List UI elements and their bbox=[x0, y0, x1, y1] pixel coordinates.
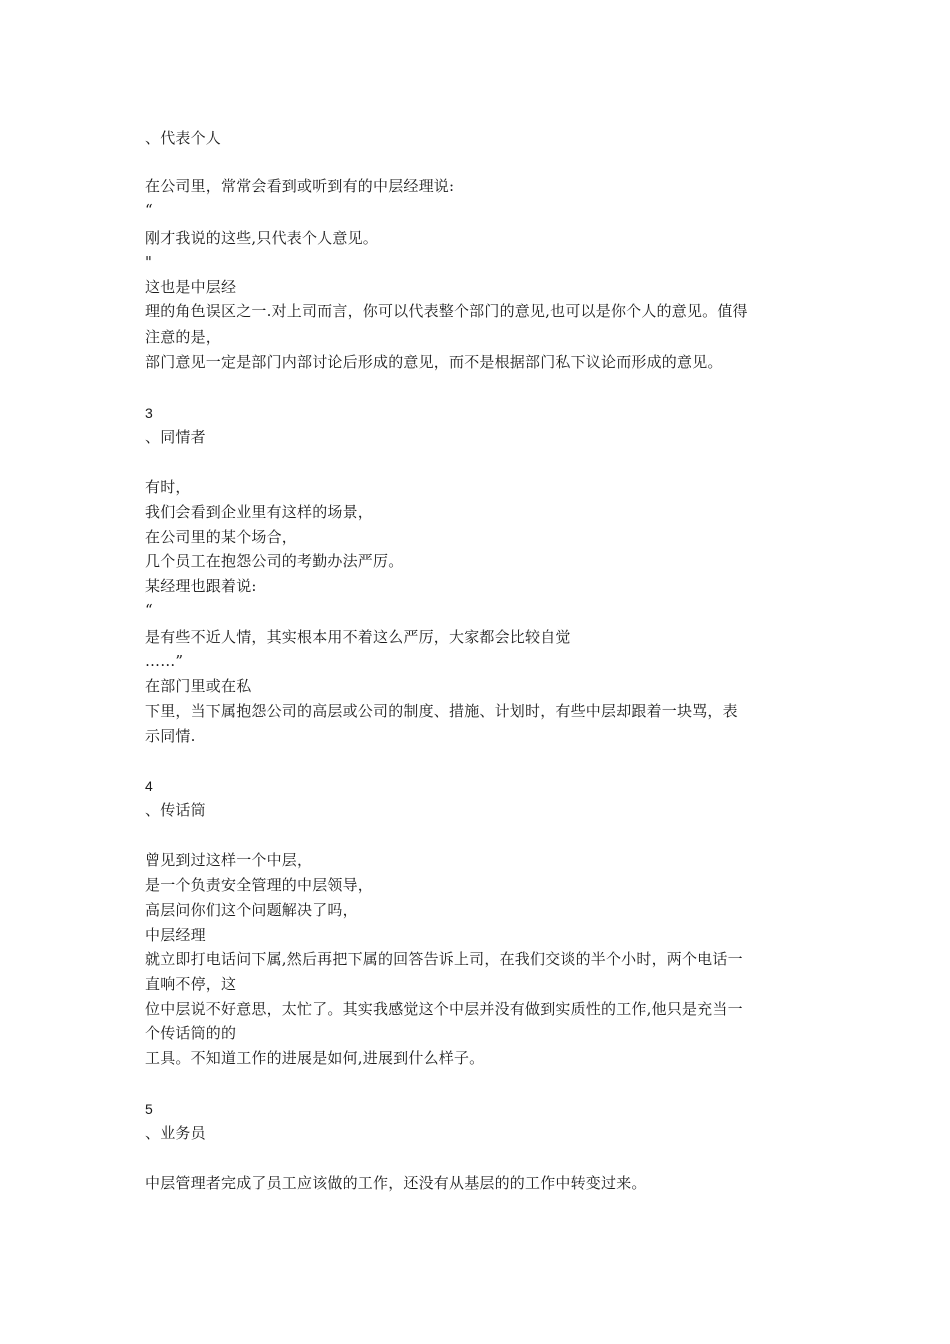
paragraph-line: 注意的是， bbox=[145, 328, 222, 346]
section-heading: 、业务员 bbox=[145, 1124, 206, 1142]
paragraph-line: 在公司里的某个场合， bbox=[145, 528, 298, 546]
paragraph-line: 中层管理者完成了员工应该做的工作，还没有从基层的的工作中转变过来。 bbox=[145, 1174, 647, 1192]
paragraph-line: 是一个负责安全管理的中层领导， bbox=[145, 876, 374, 894]
quote-mark: " bbox=[145, 253, 153, 271]
paragraph-line: 位中层说不好意思，太忙了。其实我感觉这个中层并没有做到实质性的工作,他只是充当一 bbox=[145, 1000, 743, 1018]
paragraph-line: 在部门里或在私 bbox=[145, 677, 252, 695]
section-heading: 、代表个人 bbox=[145, 129, 222, 147]
paragraph-line: 部门意见一定是部门内部讨论后形成的意见，而不是根据部门私下议论而形成的意见。 bbox=[145, 353, 723, 371]
paragraph-line: 就立即打电话问下属,然后再把下属的回答告诉上司，在我们交谈的半个小时，两个电话一 bbox=[145, 950, 743, 968]
section-number: 5 bbox=[145, 1101, 153, 1117]
paragraph-line: 某经理也跟着说: bbox=[145, 577, 257, 595]
paragraph-line: 个传话筒的的 bbox=[145, 1024, 237, 1042]
section-number: 3 bbox=[145, 405, 153, 421]
paragraph-line: 曾见到过这样一个中层， bbox=[145, 851, 313, 869]
paragraph-line: 这也是中层经 bbox=[145, 278, 237, 296]
paragraph-line: 工具。不知道工作的进展是如何,进展到什么样子。 bbox=[145, 1049, 485, 1067]
section-number: 4 bbox=[145, 778, 153, 794]
quote-mark: “ bbox=[145, 201, 153, 219]
paragraph-line: 在公司里，常常会看到或听到有的中层经理说: bbox=[145, 177, 455, 195]
paragraph-line: 理的角色误区之一.对上司而言，你可以代表整个部门的意见,也可以是你个人的意见。值得 bbox=[145, 302, 748, 320]
paragraph-line: 高层问你们这个问题解决了吗， bbox=[145, 901, 358, 919]
paragraph-line: 下里，当下属抱怨公司的高层或公司的制度、措施、计划时，有些中层却跟着一块骂，表 bbox=[145, 702, 738, 720]
section-heading: 、同情者 bbox=[145, 428, 206, 446]
paragraph-line: 刚才我说的这些,只代表个人意见。 bbox=[145, 229, 378, 247]
quote-mark: “ bbox=[145, 601, 153, 619]
paragraph-line: 直响不停，这 bbox=[145, 975, 237, 993]
paragraph-line: ……” bbox=[145, 652, 184, 670]
paragraph-line: 示同情. bbox=[145, 727, 196, 745]
section-heading: 、传话筒 bbox=[145, 801, 206, 819]
paragraph-line: 有时， bbox=[145, 478, 191, 496]
paragraph-line: 几个员工在抱怨公司的考勤办法严厉。 bbox=[145, 552, 404, 570]
paragraph-line: 我们会看到企业里有这样的场景， bbox=[145, 503, 374, 521]
paragraph-line: 是有些不近人情，其实根本用不着这么严厉，大家都会比较自觉 bbox=[145, 628, 571, 646]
paragraph-line: 中层经理 bbox=[145, 926, 206, 944]
